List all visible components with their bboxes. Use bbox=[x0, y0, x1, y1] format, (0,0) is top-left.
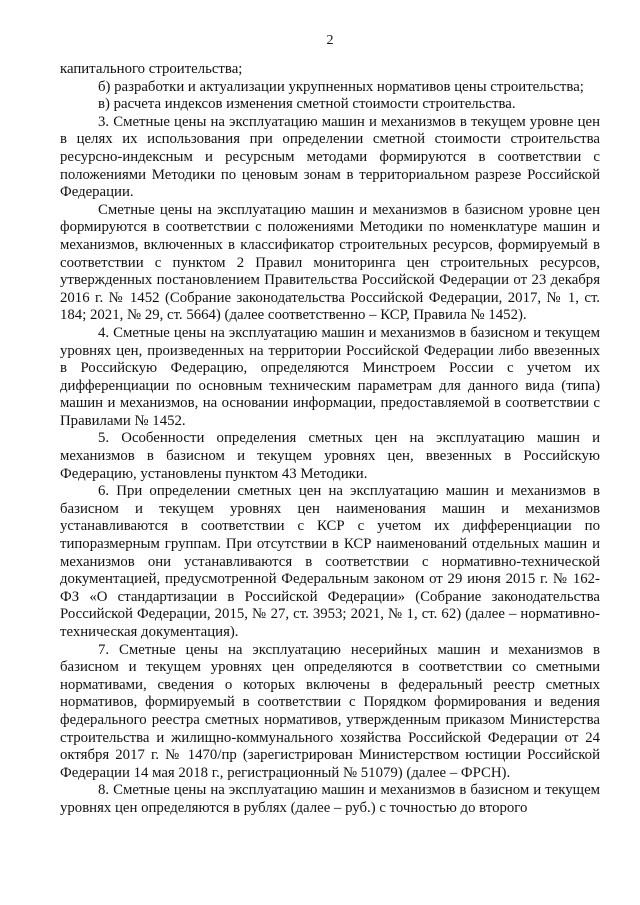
paragraph-3: 3. Сметные цены на эксплуатацию машин и механизмов в текущем уровне цен в целях их использования при определении сметной стоимости строительства ресурсно-индексным и ресурсным методами формируются в соответствии с положениями Методики по ценовым зонам в территориальном разрезе Российской Федерации. bbox=[60, 113, 600, 201]
paragraph-5: 5. Особенности определения сметных цен на эксплуатацию машин и механизмов в базисном и текущем уровнях цен, ввезенных в Российскую Федерацию, установлены пунктом 43 Методики. bbox=[60, 430, 600, 482]
paragraph-3-basis: Сметные цены на эксплуатацию машин и механизмов в базисном уровне цен формируются в соответствии с положениями Методики по номенклатуре машин и механизмов, включенных в классификатор строительных ресурсов, формируемый в соответствии с пунктом 2 Правил мониторинга цен строительных ресурсов, утвержденных постановлением Правительства Российской Федерации от 23 декабря 2016 г. № 1452 (Собрание законодательства Российской Федерации, 2017, № 1, ст. 184; 2021, № 29, ст. 5664) (далее соответственно – КСР, Правила № 1452). bbox=[60, 201, 600, 324]
list-item-v: в) расчета индексов изменения сметной стоимости строительства. bbox=[98, 96, 516, 113]
paragraph-4: 4. Сметные цены на эксплуатацию машин и механизмов в базисном и текущем уровнях цен, произведенных на территории Российской Федерации либо ввезенных в Российскую Федерацию, определяются Минстроем России с учетом их дифференциации по основным техническим параметрам для данного вида (типа) машин и механизмов, на основании информации, предоставляемой в соответствии с Правилами № 1452. bbox=[60, 324, 600, 429]
paragraph-8: 8. Сметные цены на эксплуатацию машин и механизмов в базисном и текущем уровнях цен определяются в рублях (далее – руб.) с точностью до второго bbox=[60, 782, 600, 816]
list-item-b: б) разработки и актуализации укрупненных нормативов цены строительства; bbox=[98, 78, 584, 95]
paragraph-continuation: капитального строительства; bbox=[60, 61, 243, 77]
paragraph-7: 7. Сметные цены на эксплуатацию несерийных машин и механизмов в базисном и текущем уровнях цен определяются в соответствии со сметными нормативами, сведения о которых включены в федеральный реестр сметных нормативов, формируемый в соответствии с Порядком формирования и ведения федерального реестра сметных нормативов, утвержденным приказом Министерства строительства и жилищно-коммунального хозяйства Российской Федерации от 24 октября 2017 г. № 1470/пр (зарегистрирован Министерством юстиции Российской Федерации 14 мая 2018 г., регистрационный № 51079) (далее – ФРСН). bbox=[60, 641, 600, 781]
page-number: 2 bbox=[326, 33, 334, 48]
paragraph-6: 6. При определении сметных цен на эксплуатацию машин и механизмов в базисном и текущем уровнях цен наименования машин и механизмов устанавливаются в соответствии с КСР с учетом их дифференциации по типоразмерным группам. При отсутствии в КСР наименований отдельных машин и механизмов они устанавливаются в соответствии с нормативно-технической документацией, предусмотренной Федеральным законом от 29 июня 2015 г. № 162-ФЗ «О стандартизации в Российской Федерации» (Собрание законодательства Российской Федерации, 2015, № 27, ст. 3953; 2021, № 1, ст. 62) (далее – нормативно-техническая документация). bbox=[60, 483, 600, 640]
